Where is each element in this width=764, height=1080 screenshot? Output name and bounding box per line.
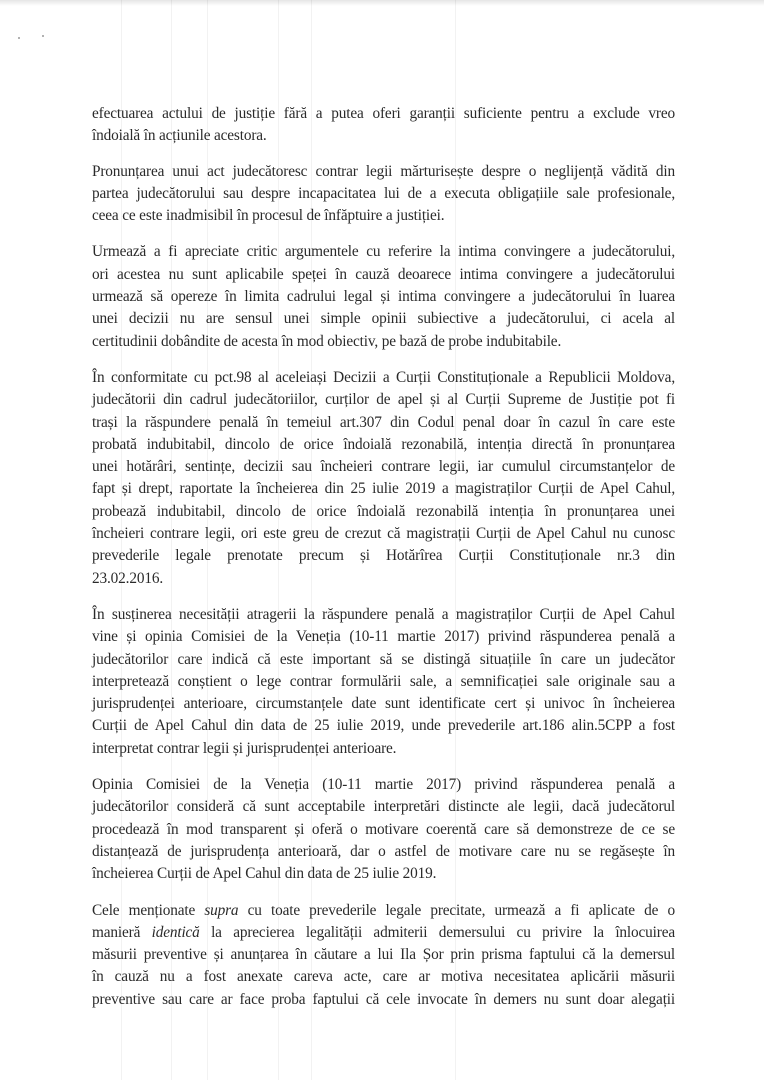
text-line: jurisprudenței anterioare, circumstanțele date sunt identificate cert și univoc în încheierea (92, 695, 675, 713)
paragraph-1 (92, 103, 675, 148)
text-line: îndoială în acțiunile acestora. (92, 127, 267, 145)
text-line: partea judecătorului sau despre incapacitatea lui de a executa obligațiile sale profesionale, (92, 184, 675, 202)
paragraph-2 (92, 161, 675, 228)
text-line: Pronunțarea unui act judecătoresc contrar legii mărturisește despre o neglijență vădită din (92, 162, 675, 180)
scan-speck (18, 37, 20, 39)
paragraph-7 (92, 900, 675, 1011)
text-line: unei hotărâri, sentințe, decizii sau încheieri contrare legii, iar cumulul circumstanțelor de (92, 458, 675, 476)
text-line (92, 900, 675, 922)
text-line: probată indubitabil, dincolo de orice îndoială rezonabilă, intenția directă în pronunțarea (92, 435, 675, 453)
text-run: Cele menționate (92, 901, 205, 919)
text-line: 23.02.2016. (92, 569, 164, 587)
text-line: în cauză nu a fost anexate careva acte, care ar motiva necesitatea aplicării măsurii (92, 968, 675, 986)
text-line: încheierea Curții de Apel Cahul din data de 25 iulie 2019. (92, 865, 437, 883)
text-line: trași la răspundere penală în temeiul art.307 din Codul penal doar în cazul în care este (92, 413, 675, 431)
text-line: În conformitate cu pct.98 al aceleiași Decizii a Curții Constituționale a Republicii Moldova, (92, 368, 675, 386)
text-run: la aprecierea legalității admiterii demersului cu privire la înlocuirea (199, 923, 675, 941)
text-line: Opinia Comisiei de la Veneția (10-11 martie 2017) privind răspunderea penală a (92, 776, 675, 794)
text-line: interpretează conștient o lege contrar formulării sale, a semnificației sale originale sau a (92, 672, 675, 690)
text-line: unei decizii nu are sensul unei simple opinii subiective a judecătorului, ci acela al (92, 310, 675, 328)
text-line: În susținerea necesității atragerii la răspundere penală a magistraților Curții de Apel Cahul (92, 605, 675, 623)
text-line: fapt și drept, raportate la încheierea din 25 iulie 2019 a magistraților Curții de Apel Cahul, (92, 480, 675, 498)
text-line: preventive sau care ar face proba faptului că cele invocate în demers nu sunt doar alegații (92, 990, 675, 1008)
text-line: judecătorii din cadrul judecătoriilor, curților de apel și al Curții Supreme de Justiție pot fi (92, 391, 675, 409)
text-line: încheieri contrare legii, ori este greu de crezut că magistrații Curții de Apel Cahul nu cunosc (92, 525, 675, 543)
text-run: cu toate prevederile legale precitate, urmează a fi aplicate de o (238, 901, 675, 919)
text-line: judecătorilor care indică că este important să se distingă situațiile în care un judecător (92, 650, 675, 668)
scan-speck (42, 35, 44, 37)
document-page (92, 103, 675, 1025)
text-line: prevederile legale prenotate precum și Hotărîrea Curții Constituționale nr.3 din (92, 547, 675, 565)
text-line: certitudinii dobândite de acesta în mod obiectiv, pe bază de probe indubitabile. (92, 332, 562, 350)
text-line: ceea ce este inadmisibil în procesul de înfăptuire a justiției. (92, 207, 445, 225)
paragraph-4 (92, 367, 675, 590)
text-line: procedează în mod transparent și oferă o motivare coerentă care să demonstreze de ce se (92, 820, 675, 838)
text-line (92, 922, 675, 944)
text-line: interpretat contrar legii și jurisprudenței anterioare. (92, 739, 397, 757)
text-line: efectuarea actului de justiție fără a putea oferi garanții suficiente pentru a exclude vreo (92, 105, 675, 122)
text-run: manieră (92, 923, 152, 941)
text-line: vine și opinia Comisiei de la Veneția (10-11 martie 2017) privind răspunderea penală a (92, 628, 675, 646)
text-line: probează indubitabil, dincolo de orice îndoială rezonabilă intenția în pronunțarea unei (92, 502, 675, 520)
text-line: ori acestea nu sunt aplicabile speței în cauză deoarece intima convingere a judecătorului (92, 265, 675, 283)
italic-term: supra (204, 901, 239, 919)
text-line: urmează să opereze în limita cadrului legal și intima convingere a judecătorului în luarea (92, 288, 675, 306)
paragraph-5 (92, 604, 675, 760)
text-line: măsurii preventive și anunțarea în căutare a lui Ila Șor prin prisma faptului că la demersul (92, 946, 675, 964)
text-line: Urmează a fi apreciate critic argumentele cu referire la intima convingere a judecătorului, (92, 243, 675, 261)
italic-term: identică (151, 923, 200, 941)
scan-top-edge (0, 0, 764, 6)
text-line: distanțează de jurisprudența anterioară, dar o astfel de motivare care nu se regăsește în (92, 842, 675, 860)
text-line: judecătorilor consideră că sunt acceptabile interpretări distincte ale legii, dacă judecătorul (92, 798, 675, 816)
text-line: Curții de Apel Cahul din data de 25 iulie 2019, unde prevederile art.186 alin.5CPP a fost (92, 717, 675, 735)
paragraph-3 (92, 241, 675, 352)
paragraph-6 (92, 774, 675, 885)
